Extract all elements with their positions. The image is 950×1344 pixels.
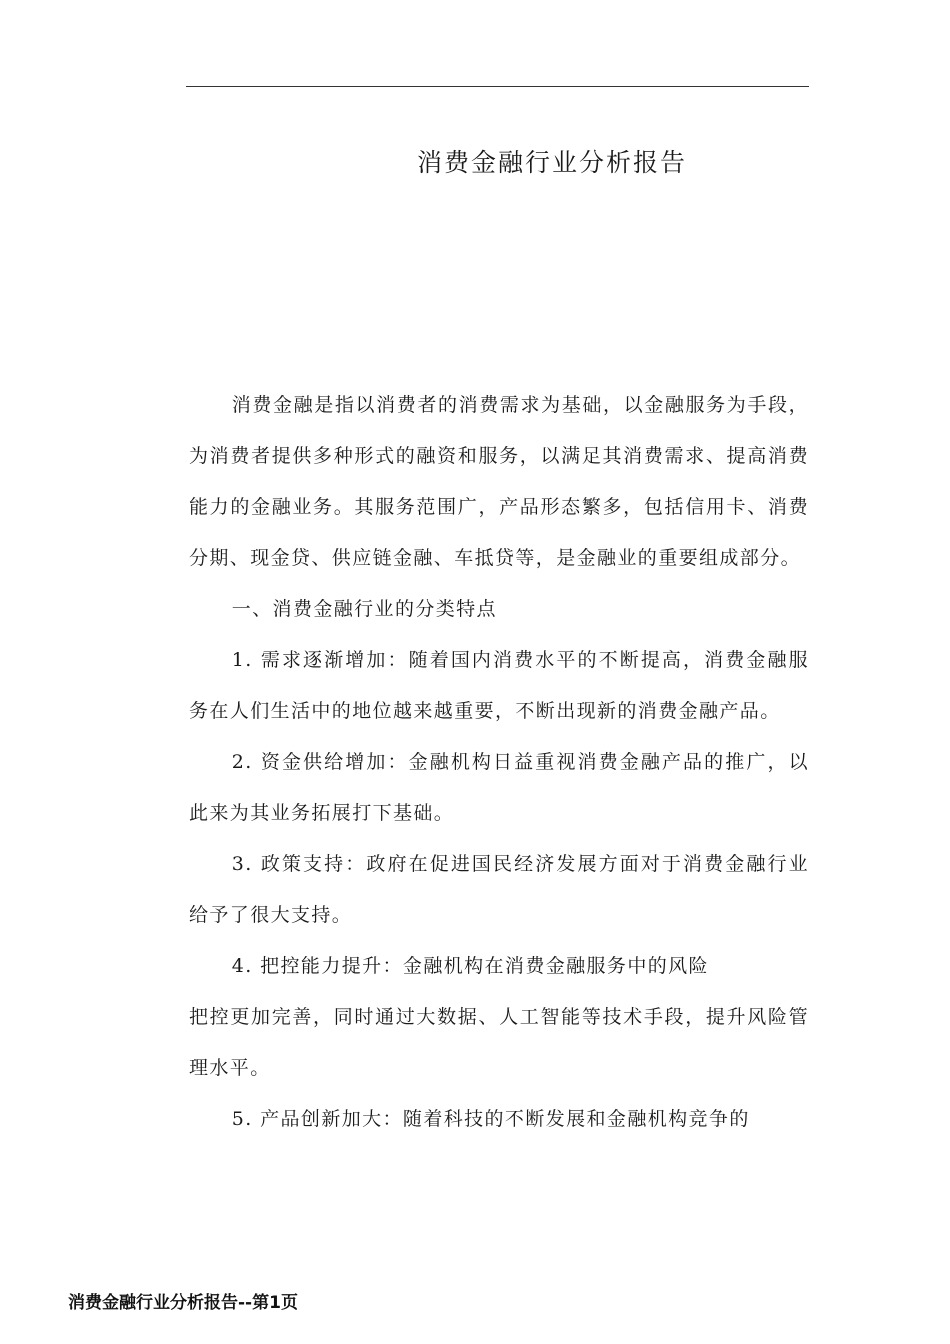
list-item-3: 3. 政策支持：政府在促进国民经济发展方面对于消费金融行业给予了很大支持。 — [189, 853, 809, 926]
list-item-5: 5. 产品创新加大：随着科技的不断发展和金融机构竞争的 — [231, 1108, 750, 1130]
list-item-4-line-1: 4. 把控能力提升：金融机构在消费金融服务中的风险 — [231, 955, 709, 977]
header-rule — [186, 86, 809, 87]
section-heading: 一、消费金融行业的分类特点 — [231, 598, 497, 620]
intro-paragraph: 消费金融是指以消费者的消费需求为基础，以金融服务为手段，为消费者提供多种形式的融资和服务，以满足其消费需求、提高消费能力的金融业务。其服务范围广，产品形态繁多，包括信用卡、消费分期、现金贷、供应链金融、车抵贷等，是金融业的重要组成部分。 — [189, 394, 809, 569]
document-title: 消费金融行业分析报告 — [416, 148, 687, 177]
list-item-4 — [189, 941, 809, 1094]
list-item-4-line-2: 把控更加完善，同时通过大数据、人工智能等技术手段，提升风险管理水平。 — [189, 1006, 809, 1079]
list-item-1: 1. 需求逐渐增加：随着国内消费水平的不断提高，消费金融服务在人们生活中的地位越来越重要，不断出现新的消费金融产品。 — [189, 649, 809, 722]
document-body — [189, 380, 809, 1145]
page-footer: 消费金融行业分析报告--第1页 — [68, 1293, 298, 1313]
list-item-2: 2. 资金供给增加：金融机构日益重视消费金融产品的推广，以此来为其业务拓展打下基础。 — [189, 751, 809, 824]
